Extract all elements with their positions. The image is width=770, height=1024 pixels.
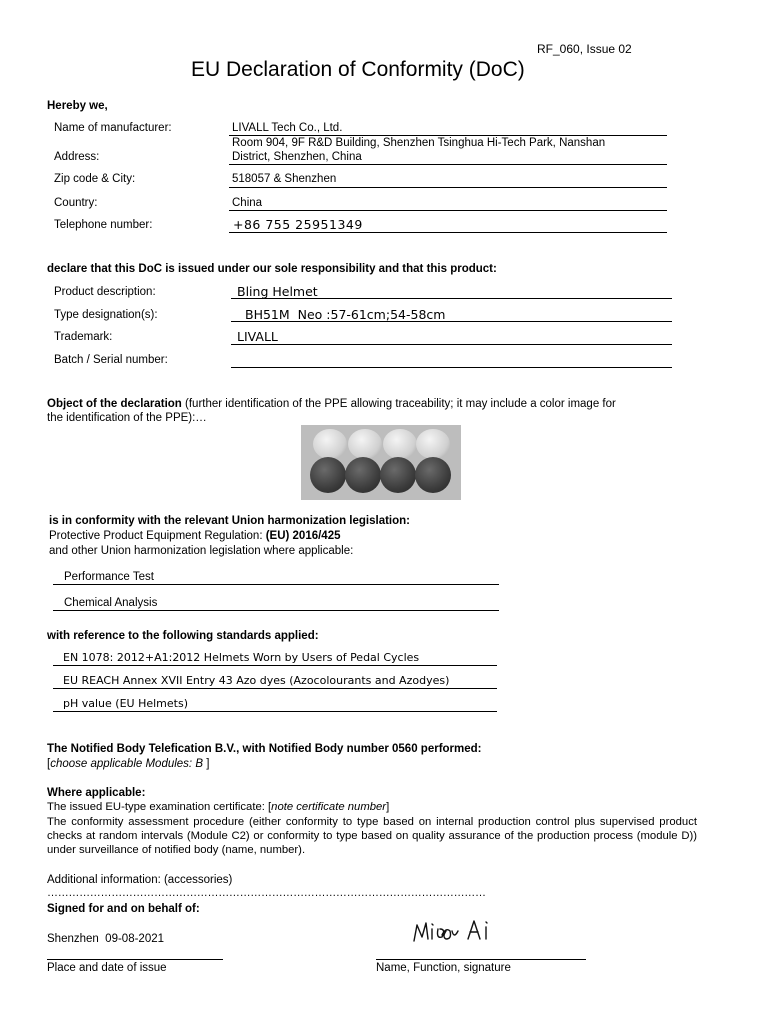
legislation-line-2 bbox=[53, 610, 499, 611]
where-applicable-heading: Where applicable: bbox=[47, 787, 146, 799]
standard-item-2: EU REACH Annex XVII Entry 43 Azo dyes (Azocolourants and Azodyes) bbox=[63, 674, 450, 687]
regulation-line bbox=[49, 530, 341, 542]
name-function-label: Name, Function, signature bbox=[376, 962, 511, 974]
notified-body-heading: The Notified Body Telefication B.V., with Notified Body number 0560 performed: bbox=[47, 743, 482, 755]
applicable-modules bbox=[47, 758, 209, 770]
product-desc-label: Product description: bbox=[54, 286, 156, 298]
object-declaration-text-2: the identification of the PPE):… bbox=[47, 412, 207, 424]
manufacturer-name-line bbox=[229, 135, 667, 136]
declare-heading: declare that this DoC is issued under our sole responsibility and that this product: bbox=[47, 263, 497, 275]
object-declaration-bold: Object of the declaration bbox=[47, 398, 182, 410]
batch-serial-line bbox=[231, 367, 672, 368]
certificate-placeholder: note certificate number bbox=[271, 801, 387, 813]
modules-bracket-close: ] bbox=[206, 758, 210, 770]
standards-heading: with reference to the following standards applied: bbox=[47, 630, 319, 642]
conformity-heading: is in conformity with the relevant Union harmonization legislation: bbox=[49, 515, 411, 527]
product-photo bbox=[301, 425, 461, 500]
place-date-label: Place and date of issue bbox=[47, 962, 167, 974]
zip-line bbox=[229, 187, 667, 188]
standard-line-2 bbox=[53, 688, 497, 689]
address-label: Address: bbox=[54, 151, 100, 163]
address-line-1: Room 904, 9F R&D Building, Shenzhen Tsinghua Hi-Tech Park, Nanshan bbox=[232, 137, 606, 149]
legislation-item-2: Chemical Analysis bbox=[64, 597, 158, 609]
certificate-prefix: The issued EU-type examination certificate: [ bbox=[47, 801, 272, 813]
trademark-line bbox=[231, 344, 672, 345]
standard-item-1: EN 1078: 2012+A1:2012 Helmets Worn by Users of Pedal Cycles bbox=[63, 651, 420, 664]
manufacturer-name-value: LIVALL Tech Co., Ltd. bbox=[232, 122, 343, 134]
standard-line-3 bbox=[53, 711, 497, 712]
product-desc-line bbox=[231, 298, 672, 299]
country-label: Country: bbox=[54, 197, 98, 209]
type-designation-value: BH51M Neo :57-61cm;54-58cm bbox=[245, 307, 446, 322]
legislation-item-1: Performance Test bbox=[64, 571, 154, 583]
other-legislation: and other Union harmonization legislation where applicable: bbox=[49, 545, 354, 557]
regulation-prefix: Protective Product Equipment Regulation: bbox=[49, 530, 266, 542]
address-line-2: District, Shenzhen, China bbox=[232, 151, 362, 163]
phone-value: +86 755 25951349 bbox=[233, 217, 363, 232]
zip-value: 518057 & Shenzhen bbox=[232, 173, 337, 185]
standard-item-3: pH value (EU Helmets) bbox=[63, 697, 188, 710]
country-value: China bbox=[232, 197, 263, 209]
object-declaration-text: (further identification of the PPE allowing traceability; it may include a color image for bbox=[181, 398, 616, 410]
helmet-dark-2 bbox=[345, 457, 381, 493]
phone-line bbox=[229, 232, 667, 233]
helmet-white-3 bbox=[383, 429, 417, 459]
trademark-label: Trademark: bbox=[54, 331, 113, 343]
object-declaration bbox=[47, 398, 616, 410]
helmet-dark-1 bbox=[310, 457, 346, 493]
helmet-white-2 bbox=[348, 429, 382, 459]
helmet-dark-4 bbox=[415, 457, 451, 493]
address-line bbox=[229, 164, 667, 165]
legislation-line-1 bbox=[53, 584, 499, 585]
type-designation-line bbox=[231, 321, 672, 322]
signature-line bbox=[376, 959, 586, 960]
place-date-value: Shenzhen 09-08-2021 bbox=[47, 933, 165, 945]
page-title: EU Declaration of Conformity (DoC) bbox=[191, 58, 525, 81]
modules-text: choose applicable Modules: B bbox=[50, 758, 207, 770]
certificate-suffix: ] bbox=[386, 801, 390, 813]
regulation-number: (EU) 2016/425 bbox=[265, 530, 341, 542]
product-desc-value: Bling Helmet bbox=[237, 284, 318, 299]
helmet-white-4 bbox=[416, 429, 450, 459]
country-line bbox=[229, 210, 667, 211]
zip-label: Zip code & City: bbox=[54, 173, 136, 185]
batch-serial-label: Batch / Serial number: bbox=[54, 354, 168, 366]
manufacturer-name-label: Name of manufacturer: bbox=[54, 122, 172, 134]
trademark-value: LIVALL bbox=[237, 329, 278, 344]
document-reference: RF_060, Issue 02 bbox=[537, 42, 632, 56]
intro-text: Hereby we, bbox=[47, 100, 108, 112]
helmet-dark-3 bbox=[380, 457, 416, 493]
procedure-paragraph: The conformity assessment procedure (either conformity to type based on internal production control plus supervised product checks at random intervals (Module C2) or conformity to type based on quality assurance of the production process (module D)) under surveillance of notified body (name, number). bbox=[47, 816, 697, 856]
signed-heading: Signed for and on behalf of: bbox=[47, 903, 200, 915]
place-date-line bbox=[47, 959, 223, 960]
helmet-white-1 bbox=[313, 429, 347, 459]
standard-line-1 bbox=[53, 665, 497, 666]
additional-info-dots: …………………………………………………………………………………………………………… bbox=[47, 887, 486, 899]
phone-label: Telephone number: bbox=[54, 219, 153, 231]
modules-bracket-open: [ bbox=[47, 758, 51, 770]
type-designation-label: Type designation(s): bbox=[54, 309, 158, 321]
certificate-line bbox=[47, 801, 389, 813]
handwritten-signature bbox=[412, 917, 492, 945]
additional-info-label: Additional information: (accessories) bbox=[47, 874, 233, 886]
